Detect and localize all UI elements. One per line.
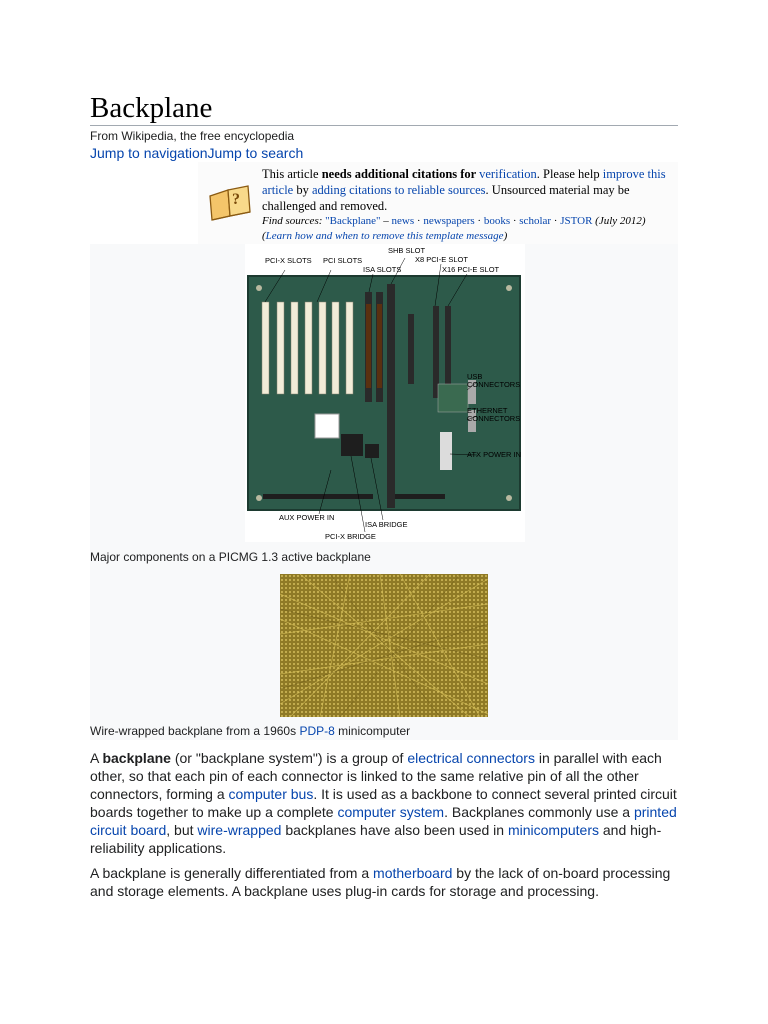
figure2-caption [90, 724, 410, 738]
backplane-board-image[interactable] [245, 244, 525, 542]
notice-text-start: This article [262, 167, 322, 181]
sources-dash: – [380, 215, 392, 227]
learn-remove-template-link[interactable]: Learn how and when to remove this template message [265, 230, 504, 242]
find-sources-line: Find sources: "Backplane" – news · newspapers · books · scholar · JSTOR (July 2012) (Learn how and when to remove this template message) [262, 215, 646, 242]
label-x16-pcie-slot: X16 PCI-E SLOT [442, 265, 500, 274]
label-isa-bridge: ISA BRIDGE [365, 520, 408, 529]
electrical-connectors-link[interactable]: electrical connectors [407, 750, 535, 766]
label-atx-power: ATX POWER IN [467, 450, 522, 459]
sources-separator: · [474, 215, 484, 227]
verification-link[interactable]: verification [479, 167, 537, 181]
jump-to-navigation-link[interactable]: Jump to navigation [90, 145, 208, 161]
label-aux-power: AUX POWER IN [279, 513, 335, 522]
label-usb: USB [467, 372, 483, 381]
computer-system-link[interactable]: computer system [337, 804, 445, 820]
p2-text: by the lack of on-board processing and storage elements. A backplane uses plug-in cards for storage and processing. [90, 865, 671, 899]
computer-bus-link[interactable]: computer bus [228, 786, 314, 802]
page-title: Backplane [90, 92, 213, 124]
label-isa-slots: ISA SLOTS [363, 265, 402, 274]
p1-text: A [90, 750, 103, 766]
svg-text:?: ? [232, 191, 240, 208]
term-backplane: backplane [102, 750, 171, 766]
notice-text-mid: . Please help [536, 167, 603, 181]
label-x8-pcie-slot: X8 PCI-E SLOT [415, 255, 468, 264]
book-question-icon [206, 182, 254, 222]
sources-separator: · [414, 215, 424, 227]
notice-bold-text: needs additional citations for [321, 167, 480, 181]
sources-separator: · [510, 215, 520, 227]
news-link[interactable]: news [391, 215, 415, 227]
figure2-caption-end: minicomputer [334, 724, 411, 738]
wire-wrapped-link[interactable]: wire-wrapped [197, 822, 282, 838]
label-pcix-slots: PCI-X SLOTS [265, 256, 312, 265]
search-query-link[interactable]: "Backplane" [325, 215, 381, 227]
notice-date: (July 2012) [592, 215, 646, 227]
paragraph-motherboard [90, 864, 680, 900]
printed-circuit-board-link[interactable]: printed circuit board [90, 804, 677, 838]
jump-to-search-link[interactable]: Jump to search [207, 145, 304, 161]
pdp8-link[interactable]: PDP-8 [299, 724, 335, 738]
label-ethernet: ETHERNET [467, 406, 508, 415]
p1-text: backplanes have also been used in [281, 822, 508, 838]
notice-text-by: by [293, 183, 312, 197]
wire-wrapped-backplane-image[interactable] [280, 574, 488, 717]
site-tagline: From Wikipedia, the free encyclopedia [90, 129, 295, 143]
label-pci-slots: PCI SLOTS [323, 256, 363, 265]
sources-separator: · [551, 215, 561, 227]
jump-links [90, 145, 303, 162]
label-pcix-bridge: PCI-X BRIDGE [325, 532, 376, 541]
p1-text: in parallel with each other, so that each pin of each connector is linked to the same relative pin of all the other connectors, forming a [90, 750, 662, 802]
figure2-caption-text: Wire-wrapped backplane from a 1960s [90, 724, 300, 738]
paragraph-intro [90, 749, 680, 857]
p2-text: A backplane is generally differentiated from a [90, 865, 374, 881]
p1-text: (or "backplane system") is a group of [170, 750, 408, 766]
figure1-caption: Major components on a PICMG 1.3 active backplane [90, 550, 371, 564]
find-sources-label: Find sources: [262, 215, 323, 227]
scholar-link[interactable]: scholar [519, 215, 552, 227]
citation-notice-box [198, 162, 678, 244]
minicomputers-link[interactable]: minicomputers [507, 822, 599, 838]
newspapers-link[interactable]: newspapers [423, 215, 475, 227]
citation-notice-text [262, 166, 674, 244]
p1-text: and high-reliability applications. [90, 822, 662, 856]
improve-article-link[interactable]: improve this article [262, 167, 666, 197]
label-usb-connectors: CONNECTORS [467, 380, 521, 389]
p1-text: . It is used as a backbone to connect several printed circuit boards together to make up a complete [90, 786, 677, 820]
jstor-link[interactable]: JSTOR [560, 215, 593, 227]
label-shb-slot: SHB SLOT [388, 246, 426, 255]
adding-citations-link[interactable]: adding citations to reliable sources [311, 183, 486, 197]
books-link[interactable]: books [483, 215, 511, 227]
label-ethernet-connectors: CONNECTORS [467, 414, 521, 423]
title-divider [90, 125, 678, 126]
figure-box [90, 244, 678, 740]
notice-text-end: . Unsourced material may be challenged and removed. [262, 183, 630, 213]
motherboard-link[interactable]: motherboard [373, 865, 453, 881]
p1-text: , but [166, 822, 198, 838]
p1-text: . Backplanes commonly use a [444, 804, 634, 820]
